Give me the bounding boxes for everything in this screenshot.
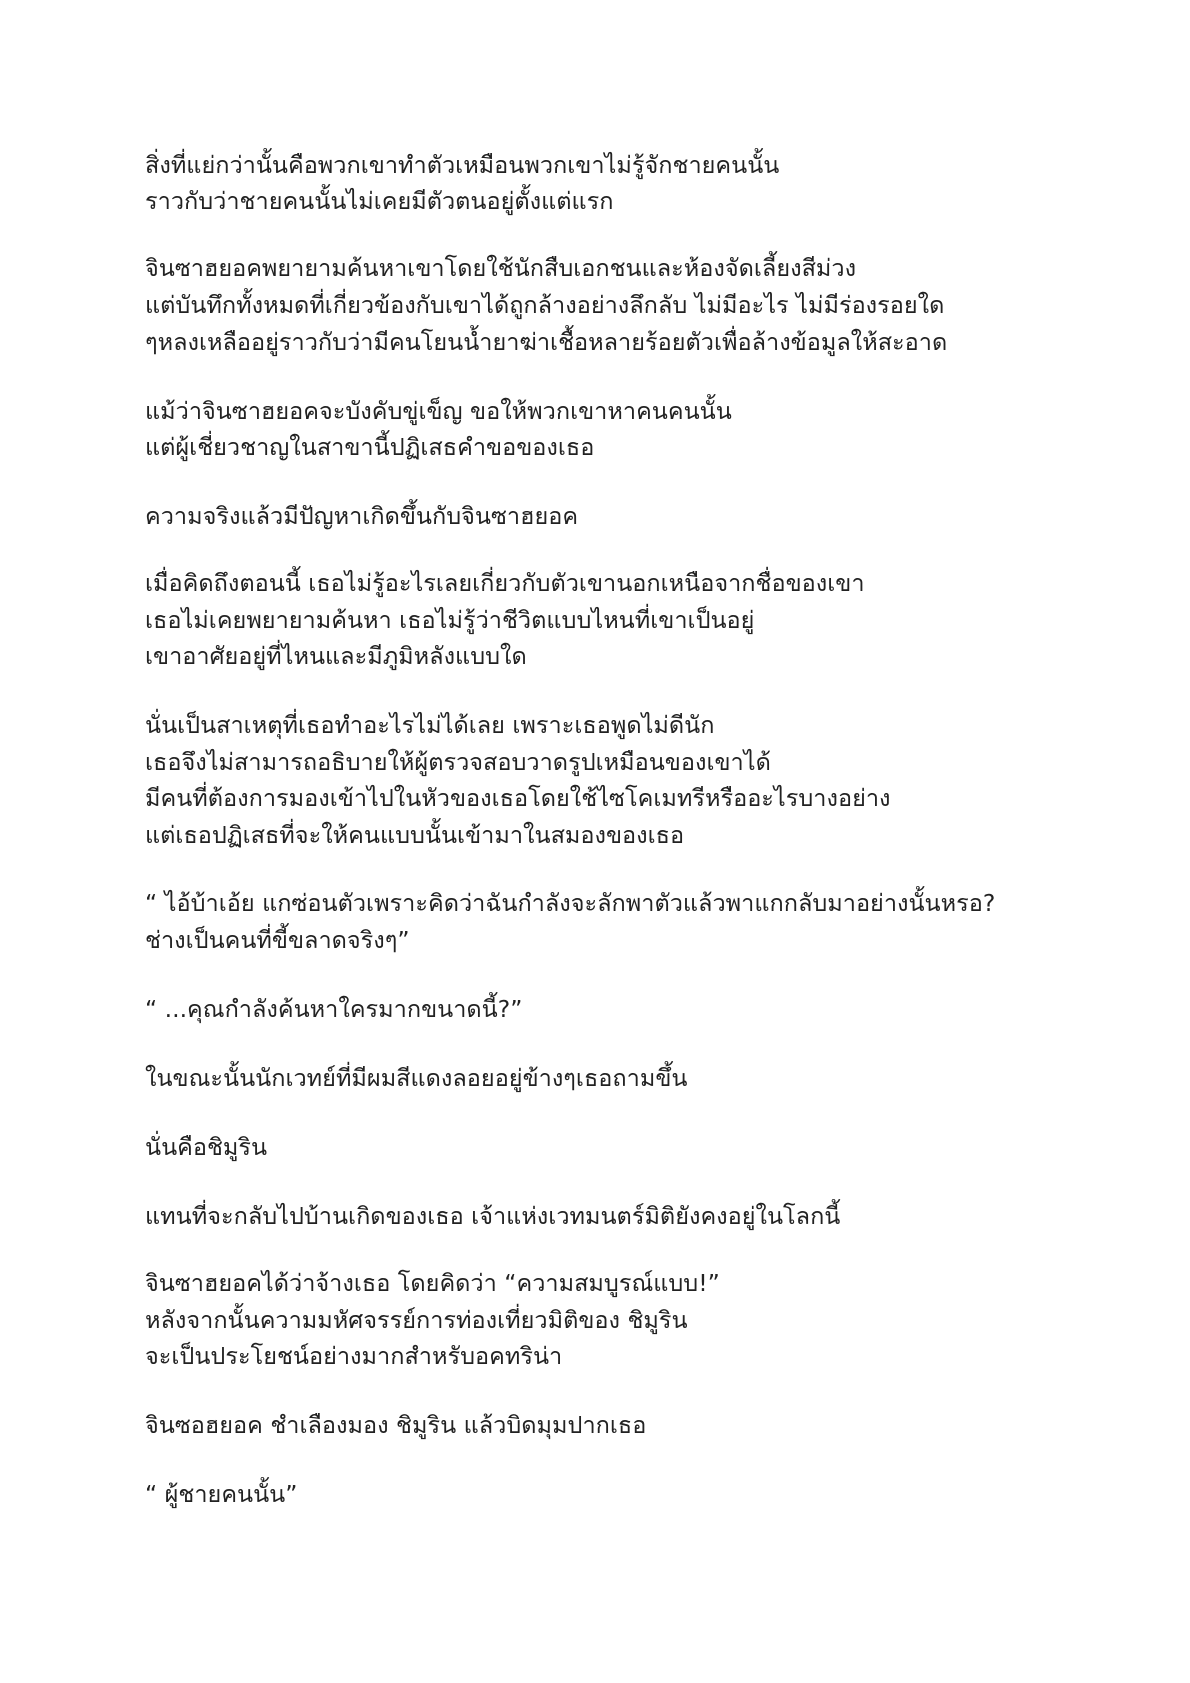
text-line: จินซาฮยอคพยายามค้นหาเขาโดยใช้นักสืบเอกชนและห้องจัดเลี้ยงสีม่วง — [145, 254, 857, 282]
text-line: “ ไอ้บ้าเอ้ย แกซ่อนตัวเพราะคิดว่าฉันกำลังจะลักพาตัวแล้วพาแกกลับมาอย่างนั้นหรอ? — [145, 889, 996, 917]
text-line: แต่เธอปฏิเสธที่จะให้คนแบบนั้นเข้ามาในสมองของเธอ — [145, 821, 685, 849]
text-line: ๆหลงเหลืออยู่ราวกับว่ามีคนโยนน้ำยาฆ่าเชื้อหลายร้อยตัวเพื่อล้างข้อมูลให้สะอาด — [145, 328, 948, 356]
text-line: มีคนที่ต้องการมองเข้าไปในหัวของเธอโดยใช้ไซโคเมทรีหรืออะไรบางอย่าง — [145, 784, 891, 812]
text-line: เมื่อคิดถึงตอนนี้ เธอไม่รู้อะไรเลยเกี่ยวกับตัวเขานอกเหนือจากชื่อของเขา — [145, 569, 865, 597]
text-line: จะเป็นประโยชน์อย่างมากสำหรับอคทริน่า — [145, 1342, 563, 1370]
text-line: แทนที่จะกลับไปบ้านเกิดของเธอ เจ้าแห่งเวทมนตร์มิติยังคงอยู่ในโลกนี้ — [145, 1202, 841, 1230]
text-line: เธอไม่เคยพยายามค้นหา เธอไม่รู้ว่าชีวิตแบบไหนที่เขาเป็นอยู่ — [145, 606, 755, 634]
text-line: ราวกับว่าชายคนนั้นไม่เคยมีตัวตนอยู่ตั้งแต่แรก — [145, 187, 614, 215]
text-line: แม้ว่าจินซาฮยอคจะบังคับขู่เข็ญ ขอให้พวกเขาหาคนคนนั้น — [145, 397, 732, 425]
text-line: ในขณะนั้นนักเวทย์ที่มีผมสีแดงลอยอยู่ข้างๆเธอถามขึ้น — [145, 1064, 688, 1092]
text-line: จินซาฮยอคได้ว่าจ้างเธอ โดยคิดว่า “ความสมบูรณ์แบบ!” — [145, 1269, 720, 1297]
text-line: จินซอฮยอค ชำเลืองมอง ชิมูริน แล้วบิดมุมปากเธอ — [145, 1411, 647, 1439]
text-line: เธอจึงไม่สามารถอธิบายให้ผู้ตรวจสอบวาดรูปเหมือนของเขาได้ — [145, 748, 771, 776]
text-line: ความจริงแล้วมีปัญหาเกิดขึ้นกับจินซาฮยอค — [145, 502, 579, 530]
text-line: นั่นเป็นสาเหตุที่เธอทำอะไรไม่ได้เลย เพราะเธอพูดไม่ดีนัก — [145, 711, 715, 739]
text-line: นั่นคือชิมูริน — [145, 1133, 268, 1161]
text-line: แต่บันทึกทั้งหมดที่เกี่ยวข้องกับเขาได้ถูกล้างอย่างลึกลับ ไม่มีอะไร ไม่มีร่องรอยใด — [145, 291, 945, 319]
text-line: “ ผู้ชายคนนั้น” — [145, 1480, 298, 1508]
text-line: เขาอาศัยอยู่ที่ไหนและมีภูมิหลังแบบใด — [145, 642, 527, 670]
text-line: แต่ผู้เชี่ยวชาญในสาขานี้ปฏิเสธคำขอของเธอ — [145, 433, 595, 461]
text-line: หลังจากนั้นความมหัศจรรย์การท่องเที่ยวมิติของ ชิมูริน — [145, 1306, 688, 1334]
text-line: “ ...คุณกำลังค้นหาใครมากขนาดนี้?” — [145, 995, 523, 1023]
text-line: สิ่งที่แย่กว่านั้นคือพวกเขาทำตัวเหมือนพวกเขาไม่รู้จักชายคนนั้น — [145, 151, 780, 179]
text-line: ช่างเป็นคนที่ขี้ขลาดจริงๆ” — [145, 926, 410, 954]
